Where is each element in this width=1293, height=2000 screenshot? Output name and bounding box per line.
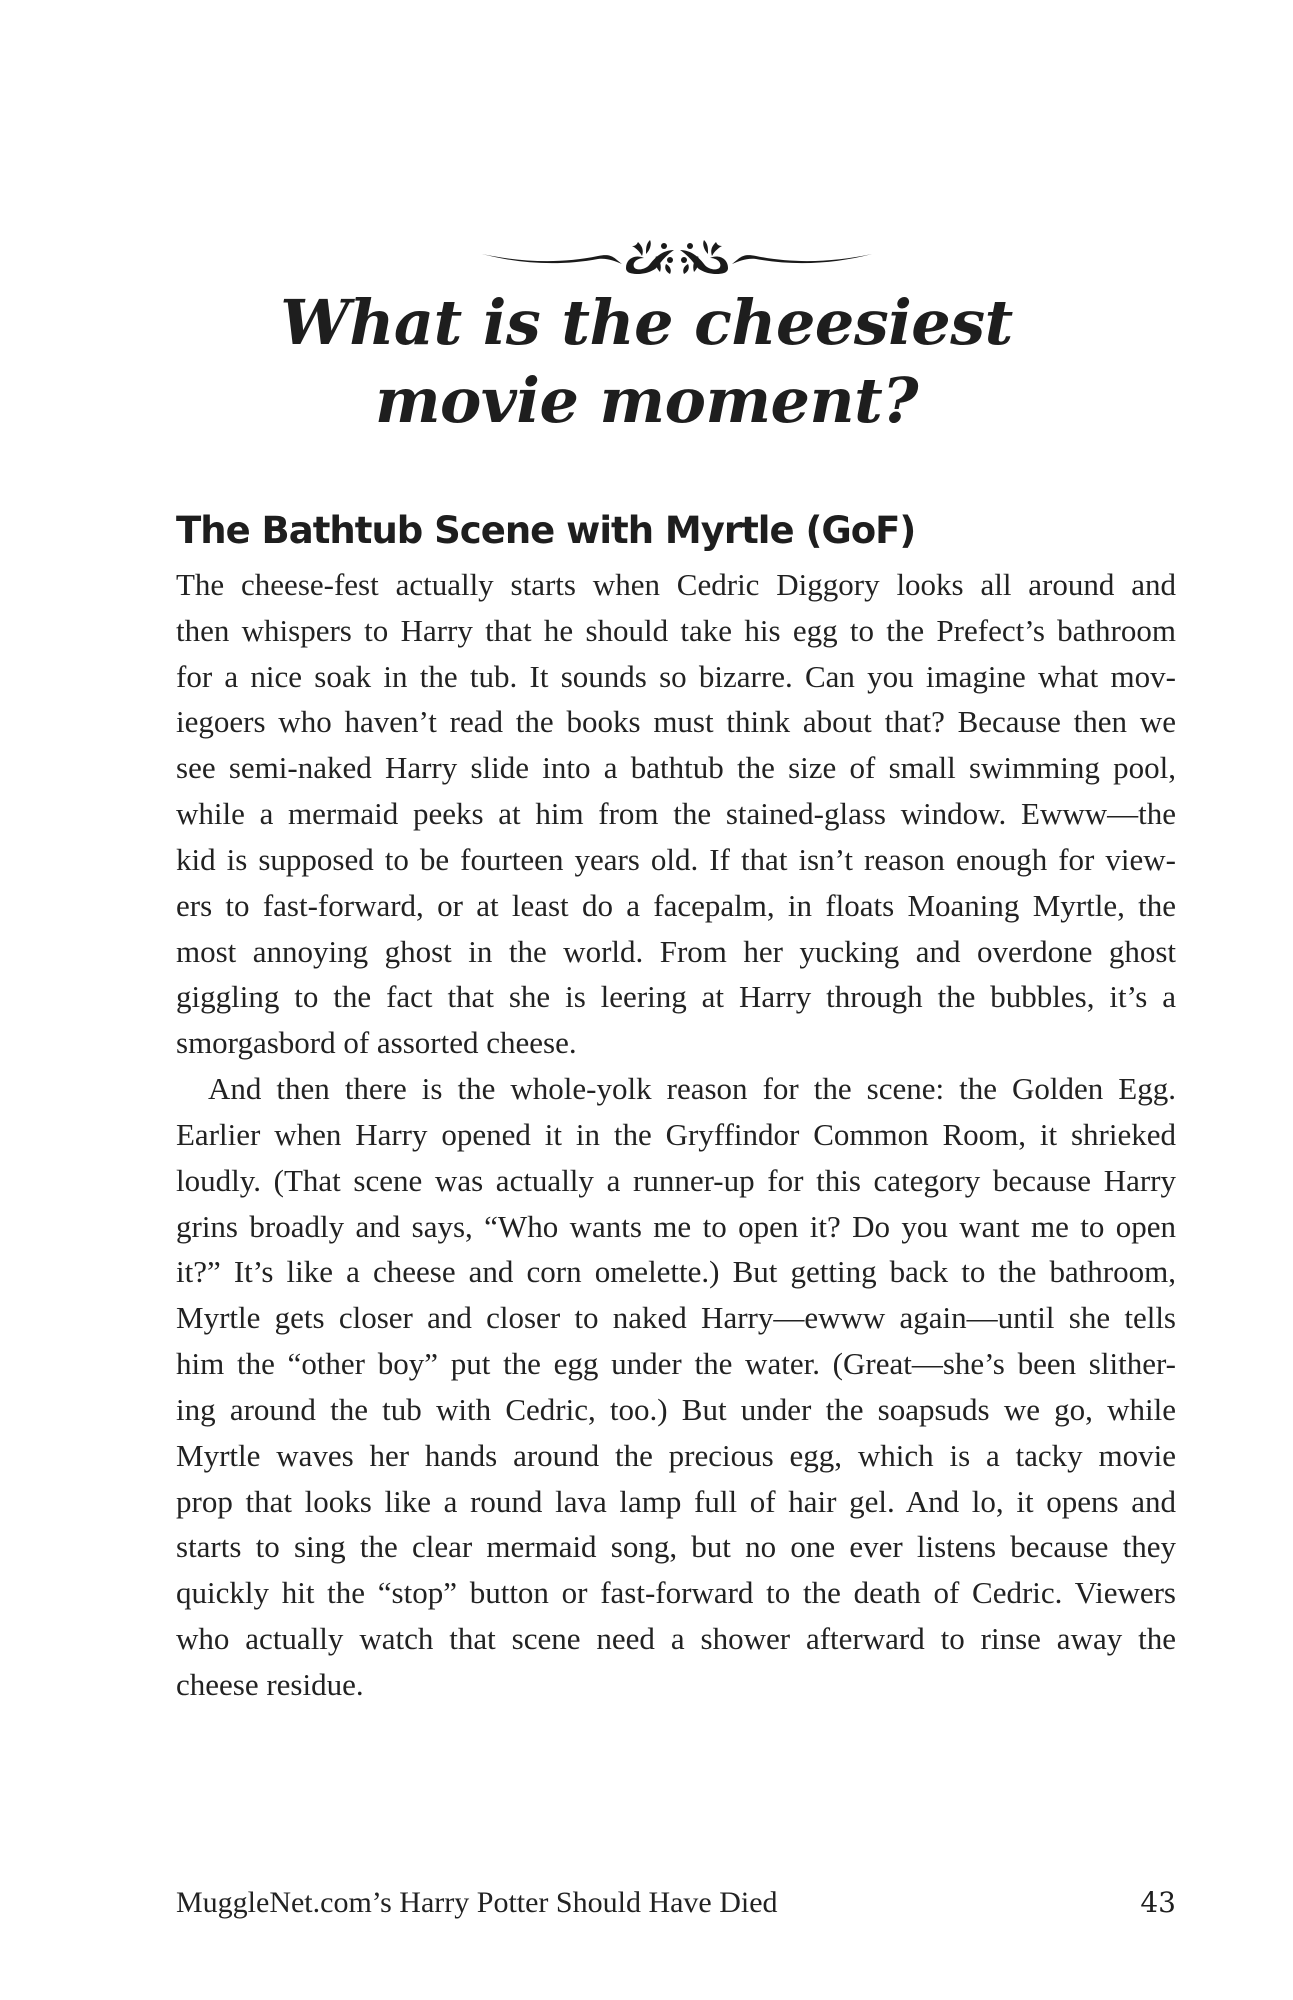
text-line: iegoers who haven’t read the books must think about that? Because then we [176, 704, 1176, 740]
section-heading: The Bathtub Scene with Myrtle (GoF) [176, 509, 916, 552]
text-line: see semi-naked Harry slide into a bathtub the size of small swimming pool, [176, 750, 1176, 786]
ornament-left-swash [482, 254, 622, 264]
text-line: smorgasbord of assorted cheese. [176, 1025, 577, 1061]
text-line: Myrtle gets closer and closer to naked Harry—ewww again—until she tells [176, 1300, 1176, 1336]
text-line: for a nice soak in the tub. It sounds so bizarre. Can you imagine what mov- [176, 658, 1176, 694]
text-line: The cheese-fest actually starts when Cedric Diggory looks all around and [176, 567, 1176, 602]
text-line: while a mermaid peeks at him from the stained-glass window. Ewww—the [176, 796, 1176, 832]
ornament-right-floral [680, 240, 728, 274]
chapter-title-line: movie moment? [374, 364, 919, 437]
text-line: ers to fast-forward, or at least do a facepalm, in floats Moaning Myrtle, the [176, 887, 1176, 923]
text-line: Earlier when Harry opened it in the Gryffindor Common Room, it shrieked [176, 1116, 1176, 1152]
page-number: 43 [1140, 1886, 1176, 1919]
text-line: loudly. (That scene was actually a runner-up for this category because Harry [176, 1162, 1176, 1198]
chapter-title [0, 284, 1293, 440]
text-line: kid is supposed to be fourteen years old. If that isn’t reason enough for view- [176, 841, 1176, 877]
text-line: then whispers to Harry that he should take his egg to the Prefect’s bathroom [176, 612, 1176, 648]
paragraph-2 [176, 1066, 1176, 1708]
text-line: Myrtle waves her hands around the precious egg, which is a tacky movie [176, 1437, 1176, 1473]
flourish-ornament-icon [480, 236, 874, 276]
text-line: cheese residue. [176, 1666, 364, 1702]
text-line: it?” It’s like a cheese and corn omelette.) But getting back to the bathroom, [176, 1254, 1176, 1290]
text-line: most annoying ghost in the world. From her yucking and overdone ghost [176, 933, 1176, 969]
text-line: giggling to the fact that she is leering at Harry through the bubbles, it’s a [176, 979, 1176, 1015]
text-line: him the “other boy” put the egg under the water. (Great—she’s been slither- [176, 1346, 1176, 1382]
body-text [176, 562, 1176, 1708]
paragraph-1 [176, 562, 1176, 1066]
ornament-right-swash [732, 254, 872, 264]
text-line: grins broadly and says, “Who wants me to open it? Do you want me to open [176, 1208, 1176, 1244]
ornament-left-floral [626, 240, 674, 274]
text-line: And then there is the whole-yolk reason for the scene: the Golden Egg. [208, 1071, 1176, 1107]
chapter-title-line: What is the cheesiest [280, 286, 1013, 359]
text-line: quickly hit the “stop” button or fast-forward to the death of Cedric. Viewers [176, 1575, 1176, 1611]
text-line: prop that looks like a round lava lamp full of hair gel. And lo, it opens and [176, 1483, 1176, 1519]
text-line: starts to sing the clear mermaid song, but no one ever listens because they [176, 1529, 1176, 1565]
text-line: who actually watch that scene need a shower afterward to rinse away the [176, 1621, 1176, 1657]
text-line: ing around the tub with Cedric, too.) But under the soapsuds we go, while [176, 1391, 1176, 1427]
running-footer-title: MuggleNet.com’s Harry Potter Should Have Died [176, 1886, 778, 1919]
